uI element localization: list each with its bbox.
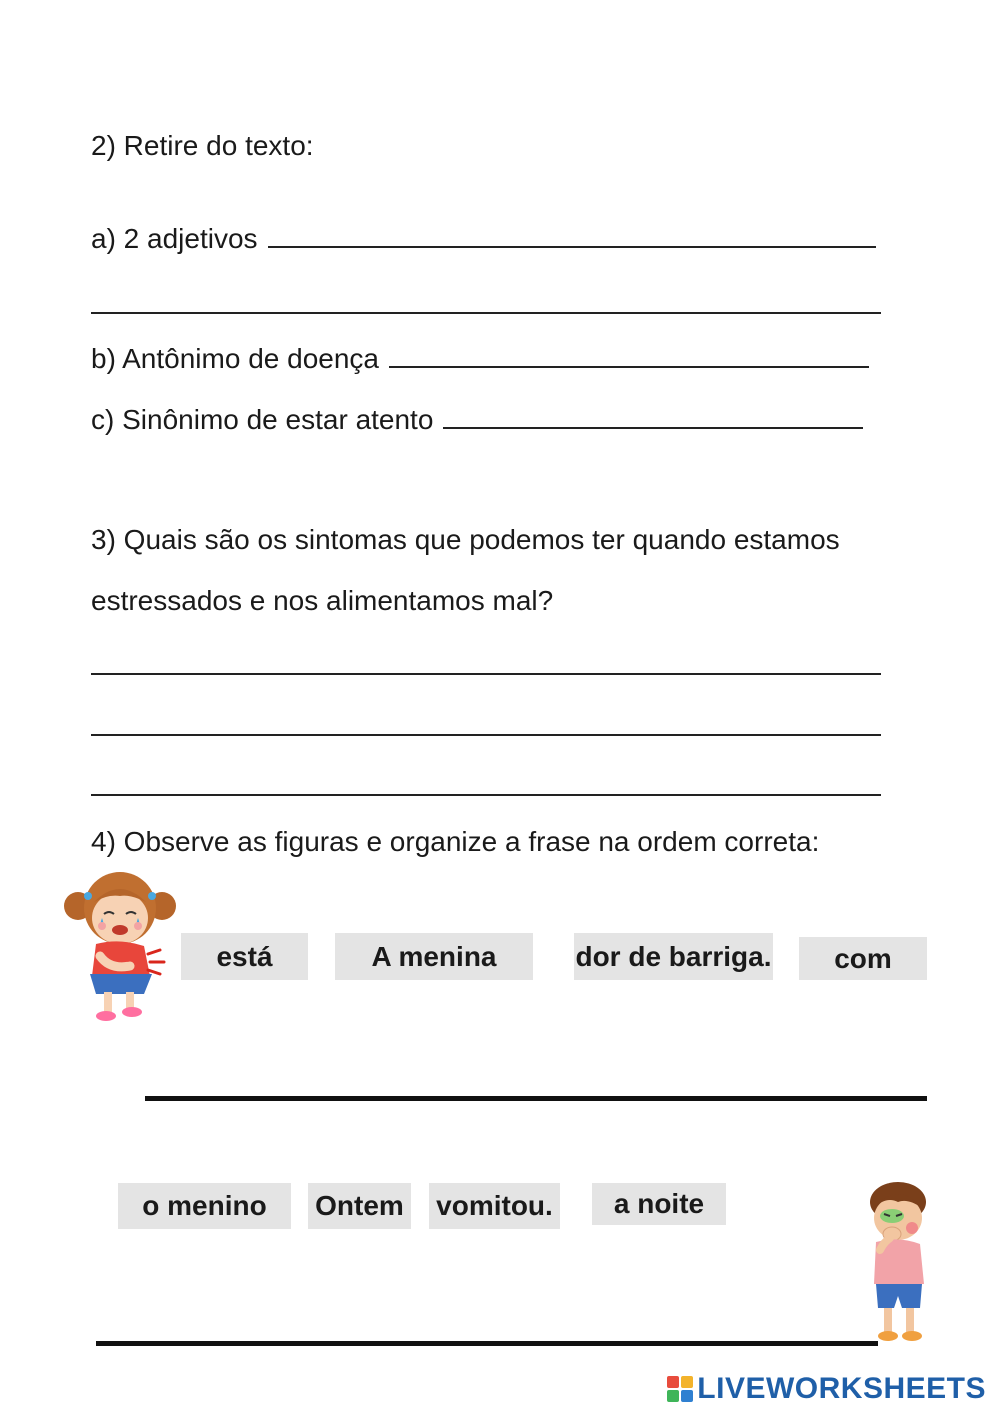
word-card-com[interactable]: com	[799, 937, 927, 980]
question-4-title: 4) Observe as figuras e organize a frase na ordem correta:	[91, 826, 820, 857]
question-2-title: 2) Retire do texto:	[91, 130, 314, 161]
word-card-vomitou[interactable]: vomitou.	[429, 1183, 560, 1229]
girl-stomachache-illustration	[60, 866, 180, 1026]
question-2b-label: b) Antônimo de doença	[91, 343, 379, 374]
answer-blank-3-line-1[interactable]	[91, 673, 881, 675]
answer-blank-3-line-3[interactable]	[91, 794, 881, 796]
answer-blank-3-line-2[interactable]	[91, 734, 881, 736]
liveworksheets-logo-icon	[667, 1376, 693, 1402]
answer-line-sentence-1[interactable]	[145, 1096, 927, 1101]
boy-nauseous-illustration	[858, 1180, 938, 1346]
brand-name: LIVEWORKSHEETS	[697, 1372, 986, 1405]
question-3-line-2: estressados e nos alimentamos mal?	[91, 585, 554, 616]
answer-blank-2a-continued[interactable]	[91, 312, 881, 314]
question-2c	[91, 401, 863, 438]
question-2a-label: a) 2 adjetivos	[91, 223, 258, 254]
word-card-dor-de-barriga[interactable]: dor de barriga.	[574, 933, 773, 980]
question-3-line-1: 3) Quais são os sintomas que podemos ter quando estamos	[91, 524, 840, 555]
word-card-a-noite[interactable]: a noite	[592, 1183, 726, 1225]
word-card-esta[interactable]: está	[181, 933, 308, 980]
answer-blank-2c[interactable]	[443, 401, 863, 429]
answer-blank-2a[interactable]	[268, 220, 876, 248]
question-2c-label: c) Sinônimo de estar atento	[91, 404, 434, 435]
answer-line-sentence-2[interactable]	[96, 1341, 878, 1346]
word-card-a-menina[interactable]: A menina	[335, 933, 533, 980]
word-card-ontem[interactable]: Ontem	[308, 1183, 411, 1229]
question-2b	[91, 340, 869, 377]
question-2a	[91, 220, 876, 257]
liveworksheets-brand	[667, 1372, 986, 1406]
word-card-o-menino[interactable]: o menino	[118, 1183, 291, 1229]
answer-blank-2b[interactable]	[389, 340, 869, 368]
